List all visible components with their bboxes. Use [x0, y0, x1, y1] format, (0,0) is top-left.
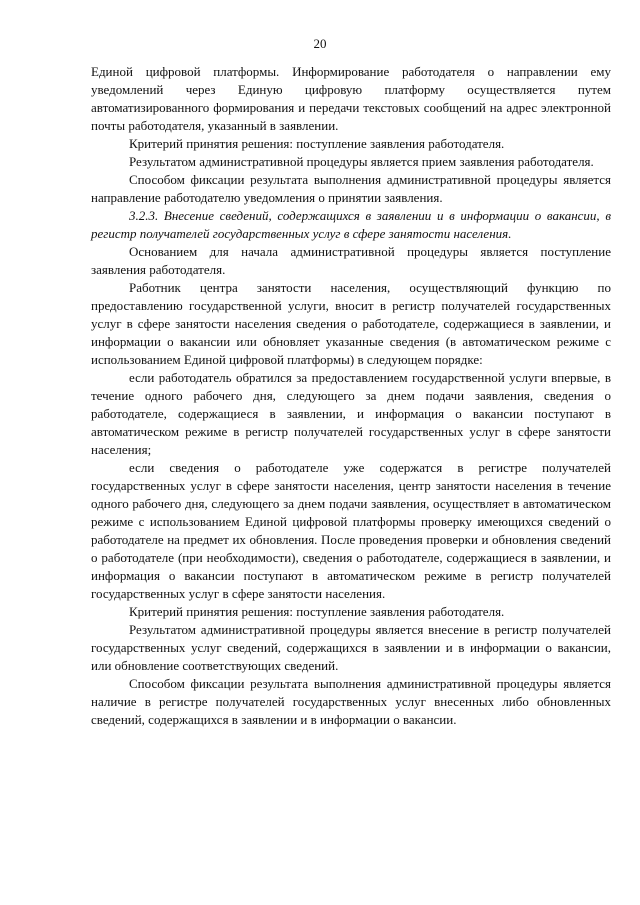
paragraph-decision-criterion: Критерий принятия решения: поступление заявления работодателя. [129, 136, 505, 151]
section-heading-3-2-3: 3.2.3. Внесение сведений, содержащихся в заявлении и в информации о вакансии, в регистр получателей государственных услуг в сфере занятости населения. [91, 208, 611, 241]
paragraph-notification-info: Единой цифровой платформы. Информирование работодателя о направлении ему уведомлений через Единую цифровую платформу осуществляется путем автоматизированного формирования и передачи текстовых сообщений на адрес электронной почты работодателя, указанный в заявлении. [91, 64, 611, 133]
document-body [91, 63, 611, 729]
paragraph-employment-center-worker: Работник центра занятости населения, осуществляющий функцию по предоставлению государственной услуги, вносит в регистр получателей государственных услуг в сфере занятости населения сведения о работодателе, содержащиеся в заявлении, и информации о вакансии или обновляет указанные сведения (в автоматическом режиме с использованием Единой цифровой платформы) в следующем порядке: [91, 280, 611, 367]
paragraph-decision-criterion-2: Критерий принятия решения: поступление заявления работодателя. [129, 604, 505, 619]
paragraph-procedure-basis: Основанием для начала административной процедуры является поступление заявления работодателя. [91, 244, 611, 277]
paragraph-result-fixation-2: Способом фиксации результата выполнения административной процедуры является наличие в регистре получателей государственных услуг внесенных либо обновленных сведений, содержащихся в заявлении и в информации о вакансии. [91, 676, 611, 727]
paragraph-existing-employer: если сведения о работодателе уже содержатся в регистре получателей государственных услуг в сфере занятости населения, центр занятости населения в течение одного рабочего дня, следующего за днем подачи заявления, осуществляет в автоматическом режиме с использованием Единой цифровой платформы проверку имеющихся сведений о работодателе на предмет их обновления. После проведения проверки и обновления сведений о работодателе (при необходимости), сведения о работодателе, содержащиеся в заявлении, и информация о вакансии поступают в автоматическом режиме в регистр получателей государственных услуг в сфере занятости населения. [91, 460, 611, 601]
paragraph-result-fixation: Способом фиксации результата выполнения административной процедуры является направление работодателю уведомления о принятии заявления. [91, 172, 611, 205]
paragraph-procedure-result: Результатом административной процедуры является прием заявления работодателя. [129, 154, 594, 169]
paragraph-procedure-result-2: Результатом административной процедуры является внесение в регистр получателей государственных услуг сведений, содержащихся в заявлении и в информации о вакансии, или обновление соответствующих сведений. [91, 622, 611, 673]
page-number: 20 [313, 36, 327, 51]
paragraph-first-time-employer: если работодатель обратился за предоставлением государственной услуги впервые, в течение одного рабочего дня, следующего за днем подачи заявления, сведения о работодателе, содержащиеся в заявлении, и информация о вакансии поступают в автоматическом режиме в регистр получателей государственных услуг в сфере занятости населения; [91, 370, 611, 457]
